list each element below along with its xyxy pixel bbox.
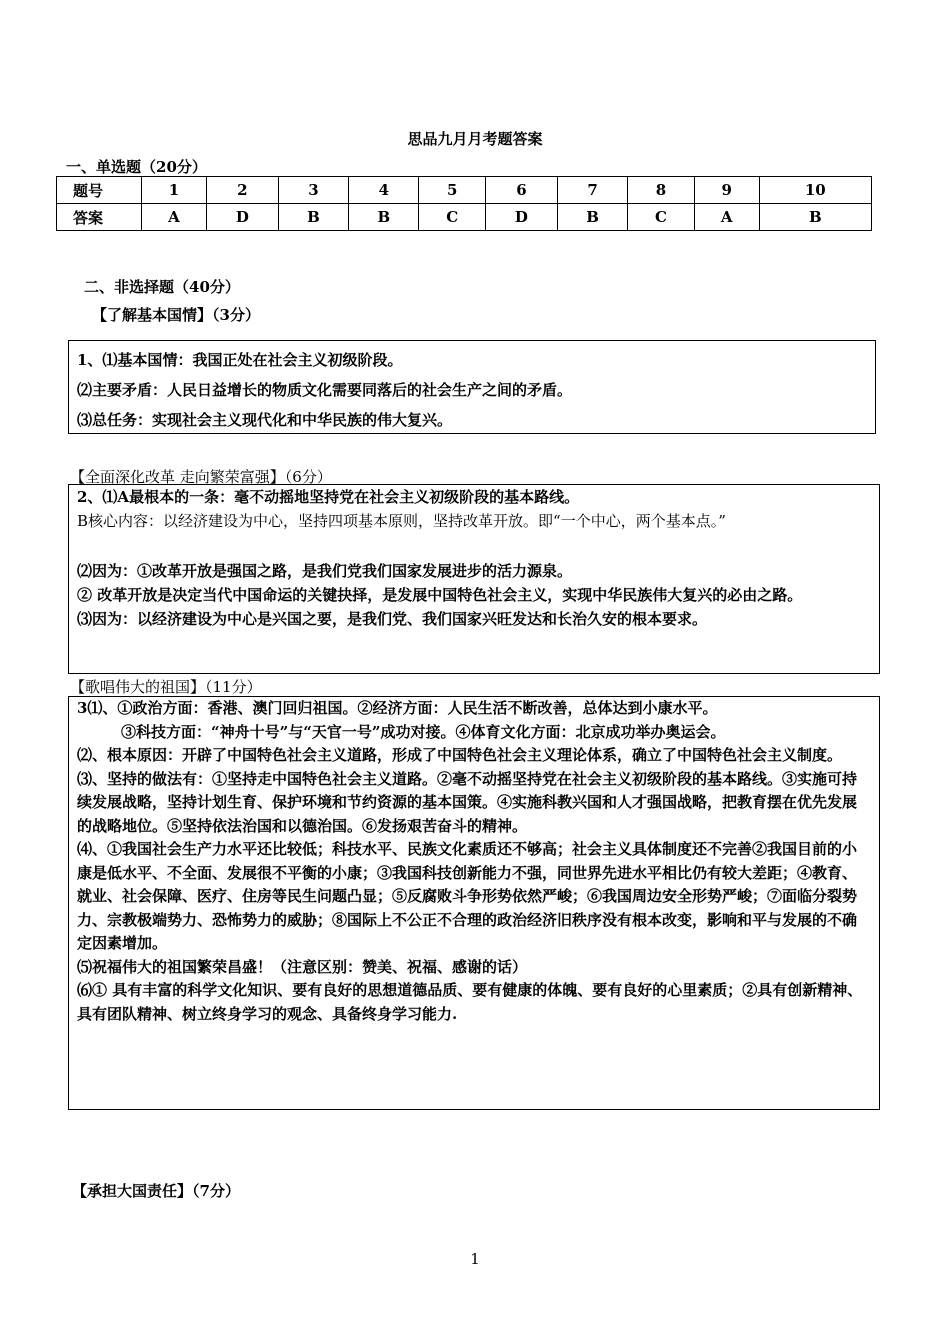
answer-line: ⑶总任务：实现社会主义现代化和中华民族的伟大复兴。 [77,411,453,429]
table-row-answers [57,204,872,231]
question-number: 5 [419,177,486,204]
part2-heading: 【全面深化改革 走向繁荣富强】（6分） [70,468,332,486]
question-number: 2 [206,177,278,204]
part3-heading: 【歌唱伟大的祖国】（11分） [70,678,262,696]
answer-cell: B [278,204,348,231]
page-number: 1 [470,1250,480,1268]
table-row-numbers [57,177,872,204]
answer-box-part1 [68,340,876,434]
question-number: 9 [694,177,759,204]
answer-line: 3⑴、①政治方面：香港、澳门回归祖国。②经济方面：人民生活不断改善，总体达到小康水平。 [77,699,718,717]
question-number: 4 [349,177,419,204]
answer-cell: B [557,204,627,231]
section1-heading: 一、单选题（20分） [66,158,207,176]
answer-line: ② 改革开放是决定当代中国命运的关键抉择，是发展中国特色社会主义，实现中华民族伟大复兴的必由之路。 [77,586,803,604]
answer-line: 1、⑴基本国情：我国正处在社会主义初级阶段。 [77,351,403,369]
answer-box-part2 [68,484,880,674]
question-number: 7 [557,177,627,204]
part1-heading: 【了解基本国情】（3分） [92,306,260,324]
row-label-answer: 答案 [57,204,142,231]
answer-line: 2、⑴A最根本的一条：毫不动摇地坚持党在社会主义初级阶段的基本路线。 [77,488,580,506]
answer-cell: B [759,204,871,231]
part4-heading: 【承担大国责任】（7分） [72,1182,240,1200]
answer-cell: A [142,204,207,231]
answer-line: ⑶、坚持的做法有：①坚持走中国特色社会主义道路。②毫不动摇坚持党在社会主义初级阶段的基本路线。③实施可持续发展战略，坚持计划生育、保护环境和节约资源的基本国策。④实施科教兴国和人才强国战略，把教育摆在优先发展的战略地位。⑤坚持依法治国和以德治国。⑥发扬艰苦奋斗的精神。 [77,769,858,835]
answer-cell: D [206,204,278,231]
answer-line: ⑶因为：以经济建设为中心是兴国之要，是我们党、我们国家兴旺发达和长治久安的根本要求。 [77,610,708,628]
answer-line: ③科技方面：“神舟十号”与“天官一号”成功对接。④体育文化方面：北京成功举办奥运会。 [121,722,726,741]
answer-cell: B [349,204,419,231]
question-number: 8 [628,177,695,204]
answer-line: ⑷、①我国社会生产力水平还比较低；科技水平、民族文化素质还不够高；社会主义具体制度还不完善②我国目前的小康是低水平、不全面、发展很不平衡的小康；③我国科技创新能力不强，同世界先进水平相比仍有较大差距；④教育、就业、社会保障、医疗、住房等民生问题凸显；⑤反腐败斗争形势依然严峻；⑥我国周边安全形势严峻；⑦面临分裂势力、宗教极端势力、恐怖势力的威胁；⑧国际上不公正不合理的政治经济旧秩序没有根本改变，影响和平与发展的不确定因素增加。 [77,840,858,952]
answer-line: ⑵主要矛盾：人民日益增长的物质文化需要同落后的社会生产之间的矛盾。 [77,381,573,399]
row-label-number: 题号 [57,177,142,204]
answer-line: ⑵因为：①改革开放是强国之路，是我们党我们国家发展进步的活力源泉。 [77,562,573,580]
question-number: 6 [485,177,557,204]
answer-line: ⑸祝福伟大的祖国繁荣昌盛！（注意区别：赞美、祝福、感谢的话） [77,957,528,976]
answer-box-part3 [68,696,880,1110]
question-number: 3 [278,177,348,204]
answer-table [56,176,872,231]
section2-heading: 二、非选择题（40分） [84,278,240,296]
answer-cell: C [628,204,695,231]
answer-cell: D [485,204,557,231]
page-title: 思品九月月考题答案 [407,130,543,148]
question-number: 1 [142,177,207,204]
answer-cell: A [694,204,759,231]
answer-cell: C [419,204,486,231]
answer-line: ⑹① 具有丰富的科学文化知识、要有良好的思想道德品质、要有健康的体魄、要有良好的心里素质；②具有创新精神、具有团队精神、树立终身学习的观念、具备终身学习能力. [77,981,863,1023]
answer-line: ⑵、根本原因：开辟了中国特色社会主义道路，形成了中国特色社会主义理论体系，确立了中国特色社会主义制度。 [77,746,843,764]
answer-line: B核心内容：以经济建设为中心，坚持四项基本原则，坚持改革开放。即“一个中心，两个基本点。” [77,512,726,530]
question-number: 10 [759,177,871,204]
